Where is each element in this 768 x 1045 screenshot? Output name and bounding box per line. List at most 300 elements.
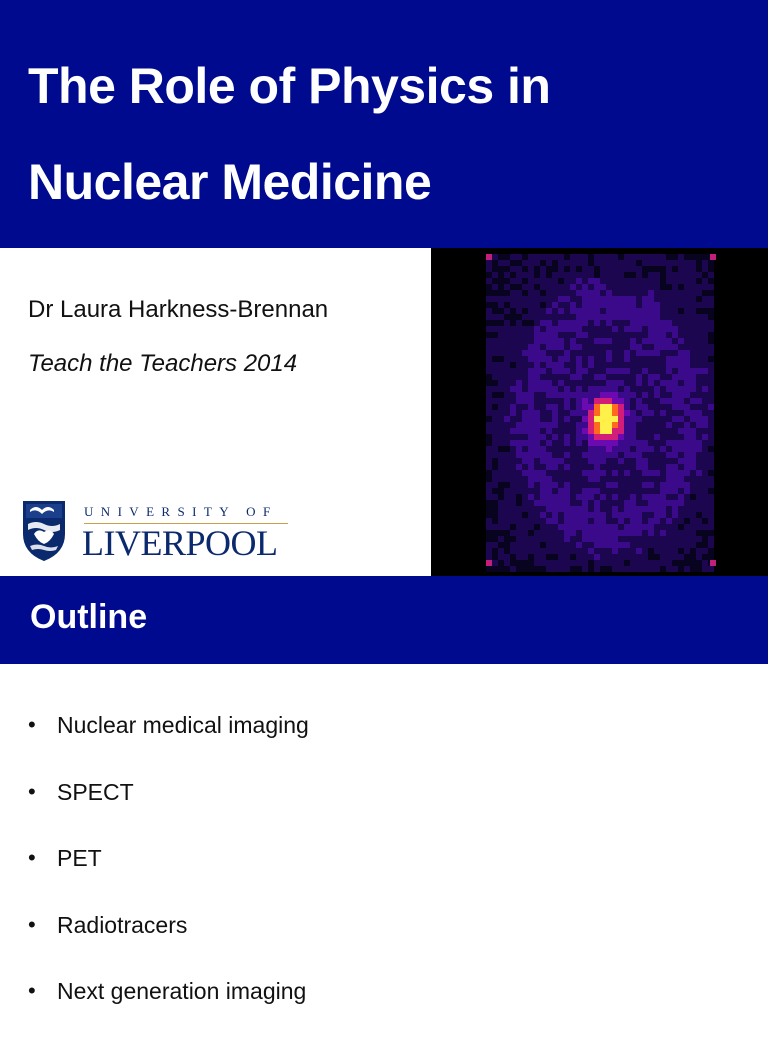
- scan-pixel: [678, 284, 684, 290]
- scan-pixel: [552, 410, 558, 416]
- scan-pixel: [636, 350, 642, 356]
- scan-pixel: [708, 476, 714, 482]
- scan-pixel: [690, 254, 696, 260]
- scan-pixel: [696, 446, 702, 452]
- scan-pixel: [510, 398, 516, 404]
- scan-pixel: [702, 260, 708, 266]
- scan-pixel: [672, 554, 678, 560]
- scan-pixel: [522, 470, 528, 476]
- scan-pixel: [618, 266, 624, 272]
- scan-pixel: [708, 362, 714, 368]
- bullet-icon: •: [28, 978, 36, 1003]
- scan-pixel: [498, 386, 504, 392]
- scan-pixel: [576, 296, 582, 302]
- scan-pixel: [648, 296, 654, 302]
- scan-pixel: [690, 452, 696, 458]
- bullet-icon: •: [28, 911, 36, 937]
- scan-pixel: [492, 512, 498, 518]
- scan-pixel: [486, 350, 492, 356]
- scan-pixel: [600, 326, 606, 332]
- scan-pixel: [504, 512, 510, 518]
- scan-pixel: [534, 344, 540, 350]
- scan-pixel: [588, 470, 594, 476]
- scan-pixel: [624, 362, 630, 368]
- scan-pixel: [630, 506, 636, 512]
- scan-pixel: [666, 494, 672, 500]
- scan-pixel: [564, 476, 570, 482]
- scan-pixel: [702, 542, 708, 548]
- scan-pixel: [606, 506, 612, 512]
- scan-pixel: [564, 296, 570, 302]
- scan-pixel: [708, 422, 714, 428]
- scan-pixel: [666, 542, 672, 548]
- scan-pixel: [708, 272, 714, 278]
- scan-pixel: [486, 506, 492, 512]
- scan-pixel: [588, 260, 594, 266]
- scan-pixel: [498, 266, 504, 272]
- scan-pixel: [702, 386, 708, 392]
- scan-pixel: [558, 296, 564, 302]
- scan-pixel: [492, 332, 498, 338]
- scan-pixel: [672, 536, 678, 542]
- scan-pixel: [708, 332, 714, 338]
- scan-pixel: [564, 524, 570, 530]
- scan-pixel: [672, 452, 678, 458]
- scan-pixel: [624, 308, 630, 314]
- scan-pixel: [510, 368, 516, 374]
- scan-pixel: [498, 422, 504, 428]
- scan-pixel: [642, 494, 648, 500]
- scan-pixel: [600, 536, 606, 542]
- scan-pixel: [486, 284, 492, 290]
- scan-pixel: [528, 392, 534, 398]
- scan-pixel: [660, 320, 666, 326]
- scan-pixel: [540, 320, 546, 326]
- scan-pixel: [498, 290, 504, 296]
- scan-pixel: [582, 368, 588, 374]
- scan-pixel: [522, 272, 528, 278]
- scan-pixel: [678, 332, 684, 338]
- scan-pixel: [654, 548, 660, 554]
- scan-pixel: [630, 266, 636, 272]
- scan-pixel: [666, 272, 672, 278]
- scan-pixel: [696, 344, 702, 350]
- scan-pixel: [642, 476, 648, 482]
- scan-pixel: [684, 566, 690, 572]
- scan-pixel: [510, 428, 516, 434]
- scan-pixel: [594, 542, 600, 548]
- scan-pixel: [690, 308, 696, 314]
- scan-pixel: [492, 494, 498, 500]
- scan-pixel: [636, 314, 642, 320]
- scan-pixel: [648, 458, 654, 464]
- scan-pixel: [498, 542, 504, 548]
- scan-pixel: [540, 458, 546, 464]
- scan-pixel: [498, 416, 504, 422]
- scan-pixel: [642, 302, 648, 308]
- scan-pixel: [660, 464, 666, 470]
- scan-pixel: [630, 542, 636, 548]
- scan-pixel: [600, 272, 606, 278]
- scan-pixel: [516, 266, 522, 272]
- scan-pixel: [612, 278, 618, 284]
- scan-pixel: [600, 470, 606, 476]
- scan-pixel: [666, 302, 672, 308]
- scan-pixel: [666, 368, 672, 374]
- scan-pixel: [534, 368, 540, 374]
- scan-pixel: [594, 494, 600, 500]
- scan-pixel: [486, 380, 492, 386]
- scan-pixel: [636, 362, 642, 368]
- scan-pixel: [528, 386, 534, 392]
- scan-pixel: [576, 524, 582, 530]
- scan-pixel: [708, 482, 714, 488]
- scan-pixel: [552, 464, 558, 470]
- scan-pixel: [510, 440, 516, 446]
- scan-pixel: [618, 290, 624, 296]
- scan-pixel: [696, 410, 702, 416]
- scan-pixel: [498, 476, 504, 482]
- scan-pixel: [492, 338, 498, 344]
- scan-pixel: [588, 356, 594, 362]
- scan-pixel: [690, 500, 696, 506]
- scan-pixel: [702, 290, 708, 296]
- scan-pixel: [588, 500, 594, 506]
- scan-pixel: [612, 524, 618, 530]
- scan-pixel: [516, 254, 522, 260]
- scan-pixel: [504, 476, 510, 482]
- scan-pixel: [510, 308, 516, 314]
- scan-pixel: [504, 410, 510, 416]
- scan-pixel: [660, 284, 666, 290]
- scan-pixel: [612, 320, 618, 326]
- scan-pixel: [504, 530, 510, 536]
- scan-pixel: [498, 284, 504, 290]
- scan-pixel: [606, 512, 612, 518]
- scan-pixel: [534, 530, 540, 536]
- scan-pixel: [498, 380, 504, 386]
- scan-pixel: [618, 374, 624, 380]
- scan-pixel: [636, 296, 642, 302]
- scan-pixel: [684, 470, 690, 476]
- scan-pixel: [702, 302, 708, 308]
- scan-pixel: [630, 416, 636, 422]
- scan-pixel: [654, 356, 660, 362]
- scan-pixel: [684, 314, 690, 320]
- scan-pixel: [600, 338, 606, 344]
- scan-pixel: [684, 398, 690, 404]
- scan-pixel: [558, 536, 564, 542]
- scan-pixel: [600, 452, 606, 458]
- scan-pixel: [576, 542, 582, 548]
- scan-pixel: [672, 494, 678, 500]
- scan-pixel: [630, 278, 636, 284]
- scan-pixel: [612, 392, 618, 398]
- scan-pixel: [642, 566, 648, 572]
- scan-pixel: [606, 482, 612, 488]
- scan-pixel: [684, 278, 690, 284]
- scan-pixel: [696, 554, 702, 560]
- scan-pixel: [510, 422, 516, 428]
- scan-pixel: [570, 518, 576, 524]
- scan-pixel: [666, 566, 672, 572]
- scan-pixel: [636, 518, 642, 524]
- scan-pixel: [498, 362, 504, 368]
- scan-pixel: [690, 332, 696, 338]
- scan-pixel: [702, 392, 708, 398]
- scan-pixel: [516, 296, 522, 302]
- scan-pixel: [516, 422, 522, 428]
- scan-pixel: [534, 350, 540, 356]
- scan-pixel: [522, 548, 528, 554]
- scan-pixel: [642, 338, 648, 344]
- scan-pixel: [588, 512, 594, 518]
- scan-pixel: [672, 416, 678, 422]
- scan-pixel: [630, 566, 636, 572]
- scan-pixel: [588, 314, 594, 320]
- scan-pixel: [504, 434, 510, 440]
- scan-pixel: [504, 398, 510, 404]
- scan-pixel: [504, 350, 510, 356]
- scan-pixel: [564, 392, 570, 398]
- scan-pixel: [546, 404, 552, 410]
- scan-pixel: [648, 380, 654, 386]
- scan-pixel: [540, 512, 546, 518]
- scan-pixel: [522, 380, 528, 386]
- scan-pixel: [624, 272, 630, 278]
- scan-pixel: [516, 404, 522, 410]
- scan-pixel: [618, 296, 624, 302]
- scan-pixel: [600, 332, 606, 338]
- scan-pixel: [672, 332, 678, 338]
- scan-pixel: [642, 512, 648, 518]
- scan-pixel: [588, 266, 594, 272]
- scan-pixel: [702, 566, 708, 572]
- scan-pixel: [486, 374, 492, 380]
- scan-pixel: [504, 560, 510, 566]
- scan-corner-marker: [486, 560, 492, 566]
- scan-pixel: [702, 296, 708, 302]
- scan-pixel: [534, 272, 540, 278]
- scan-pixel: [678, 566, 684, 572]
- scan-pixel: [594, 458, 600, 464]
- scan-pixel: [522, 554, 528, 560]
- scan-pixel: [606, 566, 612, 572]
- scan-pixel: [636, 494, 642, 500]
- scan-pixel: [612, 296, 618, 302]
- scan-pixel: [666, 530, 672, 536]
- scan-pixel: [540, 350, 546, 356]
- scan-pixel: [492, 314, 498, 320]
- scan-pixel: [648, 356, 654, 362]
- scan-pixel: [648, 314, 654, 320]
- scan-pixel: [486, 278, 492, 284]
- scan-pixel: [546, 296, 552, 302]
- scan-pixel: [570, 398, 576, 404]
- scan-pixel: [564, 410, 570, 416]
- scan-pixel: [570, 464, 576, 470]
- scan-pixel: [678, 548, 684, 554]
- slide-title-line-1: The Role of Physics in: [28, 58, 551, 114]
- scan-pixel: [672, 308, 678, 314]
- scan-pixel: [702, 338, 708, 344]
- scan-pixel: [534, 416, 540, 422]
- scan-pixel: [570, 422, 576, 428]
- scan-pixel: [690, 356, 696, 362]
- scan-pixel: [582, 428, 588, 434]
- scan-pixel: [558, 302, 564, 308]
- scan-pixel: [654, 326, 660, 332]
- scan-pixel: [684, 530, 690, 536]
- scan-pixel: [690, 470, 696, 476]
- scan-pixel: [504, 464, 510, 470]
- scan-pixel: [708, 326, 714, 332]
- scan-pixel: [678, 530, 684, 536]
- scan-pixel: [618, 422, 624, 428]
- scan-pixel: [684, 356, 690, 362]
- scan-pixel: [696, 530, 702, 536]
- scan-pixel: [558, 392, 564, 398]
- scan-pixel: [546, 428, 552, 434]
- scan-pixel: [570, 332, 576, 338]
- scan-pixel: [576, 434, 582, 440]
- scan-pixel: [570, 482, 576, 488]
- scan-pixel: [594, 272, 600, 278]
- scan-pixel: [642, 350, 648, 356]
- scan-pixel: [498, 458, 504, 464]
- slide-title-line-2: Nuclear Medicine: [28, 154, 432, 210]
- scan-pixel: [528, 452, 534, 458]
- scan-pixel: [672, 344, 678, 350]
- scan-pixel: [576, 422, 582, 428]
- scan-pixel: [594, 314, 600, 320]
- scan-pixel: [660, 272, 666, 278]
- scan-pixel: [540, 356, 546, 362]
- scan-pixel: [672, 434, 678, 440]
- scan-pixel: [642, 506, 648, 512]
- scan-pixel: [684, 506, 690, 512]
- scan-pixel: [582, 434, 588, 440]
- scan-pixel: [696, 560, 702, 566]
- scan-pixel: [696, 386, 702, 392]
- scan-pixel: [576, 548, 582, 554]
- scan-pixel: [606, 434, 612, 440]
- scan-pixel: [690, 380, 696, 386]
- scan-pixel: [552, 524, 558, 530]
- scan-pixel: [636, 392, 642, 398]
- logo-text-liverpool: LIVERPOOL: [82, 523, 278, 563]
- scan-pixel: [492, 554, 498, 560]
- scan-pixel: [696, 458, 702, 464]
- scan-pixel: [624, 410, 630, 416]
- scan-pixel: [678, 410, 684, 416]
- scan-pixel: [534, 476, 540, 482]
- scan-pixel: [576, 482, 582, 488]
- scan-pixel: [696, 380, 702, 386]
- scan-pixel: [516, 524, 522, 530]
- scan-pixel: [708, 344, 714, 350]
- scan-pixel: [654, 386, 660, 392]
- scan-pixel: [708, 452, 714, 458]
- scan-pixel: [636, 566, 642, 572]
- scan-pixel: [630, 536, 636, 542]
- scan-pixel: [504, 266, 510, 272]
- scan-pixel: [618, 302, 624, 308]
- scan-pixel: [702, 362, 708, 368]
- scan-pixel: [624, 398, 630, 404]
- scan-pixel: [576, 488, 582, 494]
- slide-title: [28, 38, 748, 230]
- scan-pixel: [660, 296, 666, 302]
- scan-pixel: [534, 290, 540, 296]
- scan-pixel: [612, 488, 618, 494]
- scan-pixel: [684, 350, 690, 356]
- scan-pixel: [630, 350, 636, 356]
- scan-pixel: [702, 332, 708, 338]
- scan-pixel: [624, 500, 630, 506]
- scan-pixel: [582, 350, 588, 356]
- scan-pixel: [504, 254, 510, 260]
- scan-pixel: [588, 302, 594, 308]
- scan-pixel: [546, 458, 552, 464]
- scan-pixel: [600, 260, 606, 266]
- scan-pixel: [546, 368, 552, 374]
- scan-pixel: [522, 506, 528, 512]
- scan-pixel: [516, 560, 522, 566]
- scan-pixel: [606, 362, 612, 368]
- scan-pixel: [576, 380, 582, 386]
- scan-pixel: [558, 434, 564, 440]
- scan-pixel: [522, 302, 528, 308]
- scan-pixel: [648, 284, 654, 290]
- scan-pixel: [624, 536, 630, 542]
- scan-pixel: [564, 500, 570, 506]
- scan-pixel: [486, 386, 492, 392]
- scan-pixel: [552, 326, 558, 332]
- scan-pixel: [624, 470, 630, 476]
- scan-pixel: [636, 320, 642, 326]
- scan-pixel: [528, 302, 534, 308]
- scan-pixel: [510, 272, 516, 278]
- scan-pixel: [636, 308, 642, 314]
- scan-pixel: [660, 548, 666, 554]
- scan-pixel: [612, 302, 618, 308]
- scan-pixel: [672, 398, 678, 404]
- scan-pixel: [660, 374, 666, 380]
- scan-pixel: [582, 314, 588, 320]
- scan-pixel: [654, 452, 660, 458]
- scan-pixel: [636, 332, 642, 338]
- scan-pixel: [558, 314, 564, 320]
- scan-pixel: [534, 278, 540, 284]
- scan-pixel: [642, 536, 648, 542]
- scan-pixel: [696, 452, 702, 458]
- author-name: Dr Laura Harkness-Brennan: [28, 296, 329, 323]
- scan-pixel: [582, 398, 588, 404]
- scan-pixel: [630, 308, 636, 314]
- scan-pixel: [702, 326, 708, 332]
- scan-pixel: [636, 344, 642, 350]
- scan-pixel: [564, 482, 570, 488]
- scan-pixel: [618, 536, 624, 542]
- scan-pixel: [648, 440, 654, 446]
- scan-pixel: [678, 494, 684, 500]
- scan-pixel: [576, 290, 582, 296]
- scan-pixel: [648, 374, 654, 380]
- scan-pixel: [486, 434, 492, 440]
- scan-pixel: [630, 260, 636, 266]
- scan-pixel: [588, 548, 594, 554]
